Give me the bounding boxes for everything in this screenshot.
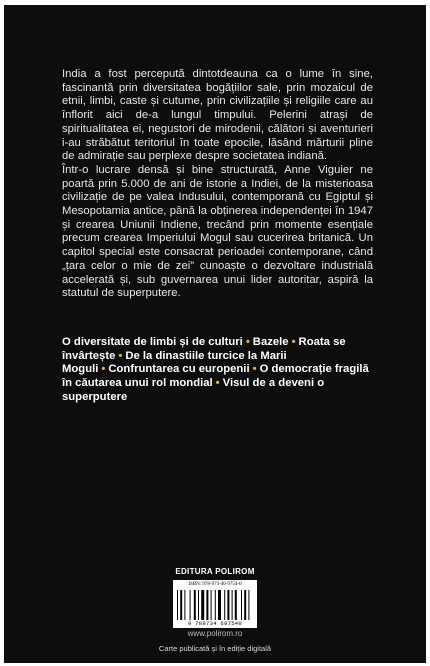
description-paragraph-2: Într-o lucrare densă și bine structurată, Anne Viguier ne poartă prin 5.000 de ani de istorie a Indiei, de la misterioasa civilizație de pe valea Indusului, contemporană cu Egiptul și Mesopotamia antice, până la obținerea independenței în 1947 și crearea Uniunii Indiene, trecând prin momente esențiale precum crearea Imperiului Mogul sau cucerirea britanică. Un capitol special este consacrat perioadei contemporane, când „țara celor o mie de zei” cunoaște o dezvoltare industrială accelerată și, sub guvernarea unui lider autoritar, aspiră la statutul de superputere. (62, 163, 373, 300)
chapter-item: De la dinastiile turcice la Marii Moguli (62, 349, 287, 376)
website-link[interactable]: www.polirom.ro (187, 629, 243, 638)
separator-dot-icon: • (101, 363, 106, 376)
isbn-text: ISBN: 978-973-46-9754-0 (188, 582, 242, 587)
separator-dot-icon: • (118, 349, 123, 362)
chapter-item: Confruntarea cu europenii (108, 363, 250, 376)
barcode (173, 580, 257, 628)
separator-dot-icon: • (252, 363, 257, 376)
publisher-name: EDITURA POLIROM (175, 567, 255, 576)
barcode-bars-icon (177, 590, 253, 620)
chapter-item: O democrație fragilă în căutarea unui rol mondial (62, 363, 369, 390)
chapter-item: Visul de a deveni o superputere (62, 377, 325, 403)
separator-dot-icon: • (245, 336, 250, 348)
separator-dot-icon: • (215, 377, 220, 390)
digital-edition-note: Carte publicată și în ediție digitală (158, 644, 272, 653)
chapter-item: O diversitate de limbi și de culturi (62, 336, 243, 348)
description-paragraph-1: India a fost percepută dintotdeauna ca o lume în sine, fascinantă prin diversitatea bogățiilor sale, prin mozaicul de etnii, limbi, caste și cutume, prin civilizațiile și religiile care au înflorit aici de-a lungul timpului. Pelerini atrași de spiritualitatea ei, negustori de mirodenii, călători și aventurieri i-au străbătut teritoriul în toate epocile, lăsând mărturii pline de admirație sau perplexe despre societatea indiană. (62, 68, 373, 163)
separator-dot-icon: • (291, 336, 296, 348)
chapter-item: Bazele (252, 336, 289, 348)
barcode-number: 9 789734 697540 (187, 620, 242, 627)
chapter-list (62, 336, 373, 405)
book-description (62, 68, 373, 301)
chapter-item: Roata se învârtește (62, 336, 346, 362)
